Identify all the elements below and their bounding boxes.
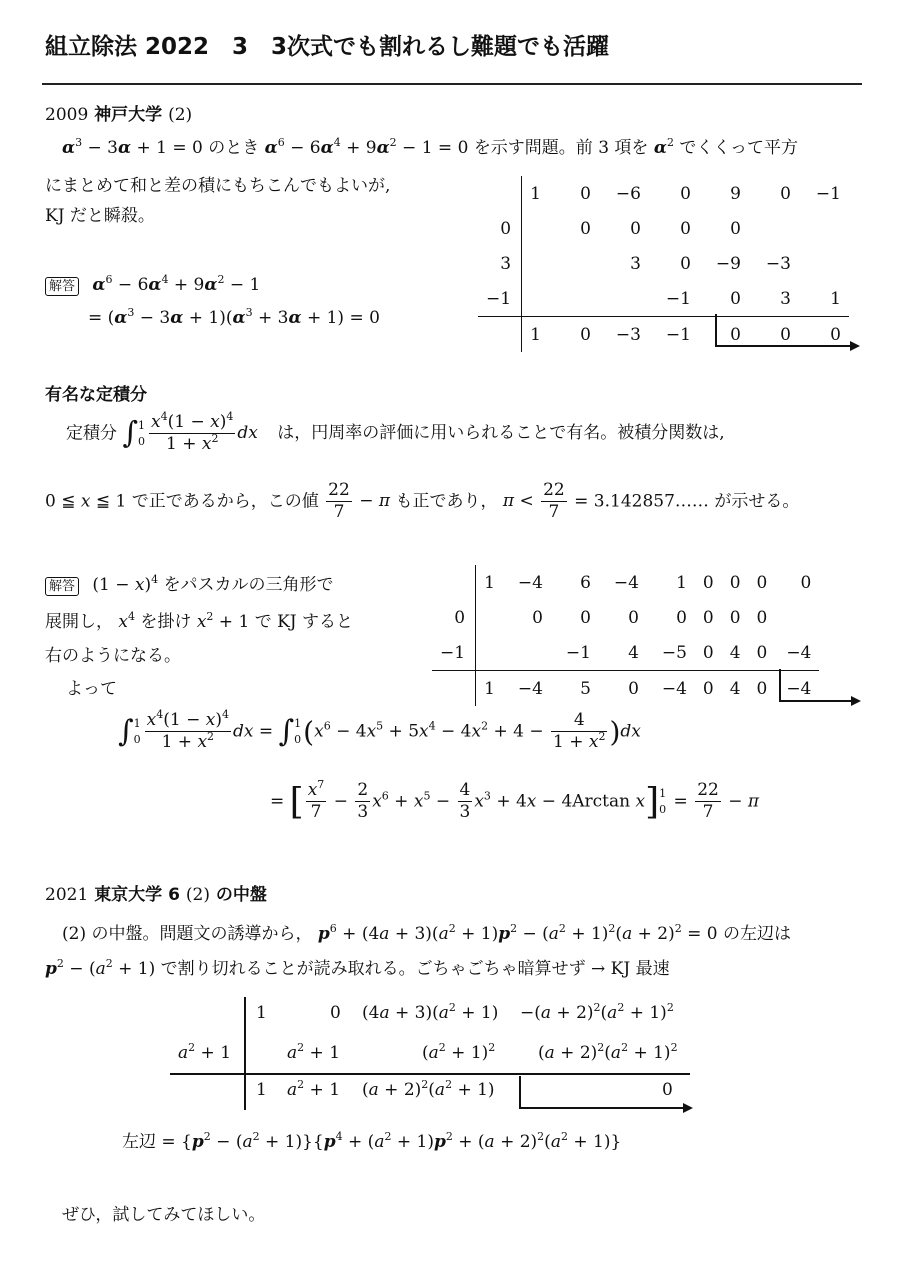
kj1-cell: 0 xyxy=(780,183,791,204)
section3-line1: (2) の中盤。問題文の誘導から， $p^6 + (4a + 3)(a^2 + 1)p^2 - (a^2 + 1)^2(a + 2)^2 = 0$ の左辺は xyxy=(62,922,791,944)
section2-sol2c: で KJ すると xyxy=(254,612,354,632)
kj2-row-0 xyxy=(432,600,819,635)
section2-line2: 0 ≦ x ≦ 1 で正であるから，この値 $\frac{22}{7}$ − π も正であり， π < $\frac{22}{7}$ = 3.142857…… が示せる。 xyxy=(45,480,800,523)
kj2-cell: 0 xyxy=(599,671,647,707)
kj1-cell: 9 xyxy=(730,183,741,204)
kj2-cell xyxy=(503,635,551,671)
section1-line1 xyxy=(62,136,798,162)
kj2-divisor: −1 xyxy=(432,635,476,671)
kj2-cell: −4 xyxy=(517,572,543,593)
kj2-cell: 0 xyxy=(756,642,768,663)
kj2-cell: 1 xyxy=(676,572,687,593)
section2-text4: = 3.142857…… が示せる。 xyxy=(574,491,800,512)
kj1-divisor: 0 xyxy=(478,211,522,246)
kj1-cell: 0 xyxy=(580,183,591,204)
kj2-cell: 6 xyxy=(580,572,591,593)
kj1-cell: −3 xyxy=(765,253,791,274)
section2-heading: 有名な定積分 xyxy=(45,385,147,405)
section3-text1a: (2) の中盤。問題文の誘導から， xyxy=(62,924,313,944)
section3-year: 2021 xyxy=(45,885,89,905)
kj1-cell xyxy=(749,211,799,246)
kj2-cell: 0 xyxy=(702,607,714,628)
kj1-cell xyxy=(478,317,522,353)
kj2-cell: 0 xyxy=(729,572,741,593)
section1-line3: KJ だと瞬殺。 xyxy=(45,206,155,226)
kj3-cell: 0 xyxy=(330,1003,341,1023)
section1-intro-3: でくくって平方 xyxy=(679,138,799,158)
kj1-divisor: −1 xyxy=(478,281,522,317)
kj2-cell: 0 xyxy=(800,572,812,593)
kj2-cell xyxy=(432,671,476,707)
section3-text1b: の左辺は xyxy=(722,924,791,944)
kj2-cell: −4 xyxy=(503,671,551,707)
section2-sol-line1: 解答 $(1 - x)^4$ をパスカルの三角形で xyxy=(45,573,334,599)
kj2-cell: 0 xyxy=(702,572,714,593)
kj2-cell: 0 xyxy=(676,607,687,628)
kj2-cell: 0 xyxy=(580,607,591,628)
answer-badge: 解答 xyxy=(45,577,79,596)
section3-school: 東京大学 xyxy=(94,885,163,905)
section1-heading xyxy=(45,100,192,125)
kj3-result-line xyxy=(170,1073,690,1075)
section2-lead: 定積分 xyxy=(66,423,117,444)
section1-intro-2: を示す問題。前 3 項を xyxy=(473,138,649,158)
section3-result: 左辺 = $\{p^2 - (a^2 + 1)\}\{p^4 + (a^2 + 1)p^2 + (a + 2)^2(a^2 + 1)\}$ xyxy=(122,1130,622,1152)
kj1-cell: 0 xyxy=(699,317,749,353)
kj1-cell: 0 xyxy=(549,317,599,353)
section2-sol2b: を掛け xyxy=(140,612,192,632)
kj1-cell: 0 xyxy=(680,183,691,204)
kj1-cell: −1 xyxy=(649,317,699,353)
kj1-row-3 xyxy=(478,246,849,281)
kj2-cell xyxy=(476,635,503,671)
kj1-cell: 0 xyxy=(580,218,591,239)
kj1-cell xyxy=(478,176,522,211)
kj1-cell: −1 xyxy=(815,183,841,204)
closing-text: ぜひ，試してみてほしい。 xyxy=(62,1205,266,1225)
kj2-cell: −4 xyxy=(647,671,695,707)
kj1-cell: 0 xyxy=(630,218,641,239)
kj2-remainder-line xyxy=(779,700,851,702)
kj2-cell: −4 xyxy=(786,642,812,663)
kj3-arrow-icon xyxy=(683,1103,693,1113)
kj1-cell: −9 xyxy=(715,253,741,274)
section3-text2a: で割り切れることが読み取れる。ごちゃごちゃ暗算せず → KJ 最速 xyxy=(160,959,670,979)
kj3-cell: $(a + 2)^2(a^2 + 1)^2$ xyxy=(538,1041,678,1063)
section2-sol4: よって xyxy=(66,679,117,699)
section2-text2: で正であるから，この値 xyxy=(131,491,319,512)
kj1-row-coeffs xyxy=(478,176,849,211)
kj3-cell: $a^2 + 1$ xyxy=(287,1041,341,1063)
kj1-cell: 3 xyxy=(630,253,641,274)
kj2-cell: 1 xyxy=(484,572,495,593)
kj1-cell: −1 xyxy=(665,288,691,309)
kj2-cell xyxy=(775,600,819,635)
section2-text3: も正であり， xyxy=(395,491,498,512)
section3-line2: $p^2 - (a^2 + 1)$ で割り切れることが読み取れる。ごちゃごちゃ暗算せず → KJ 最速 xyxy=(45,957,670,979)
section2-sol2a: 展開し， xyxy=(45,612,113,632)
kj3-remainder-line xyxy=(519,1107,683,1109)
kj2-cell: 0 xyxy=(756,607,768,628)
kj1-row-result xyxy=(478,317,849,353)
kj2-row-minus1 xyxy=(432,635,819,671)
section1-year: 2009 xyxy=(45,105,89,125)
kj1-cell: 0 xyxy=(749,317,799,353)
kj2-cell: 5 xyxy=(551,671,599,707)
kj3-vertical-bar xyxy=(244,997,246,1110)
kj2-cell: 0 xyxy=(756,572,768,593)
kj2-cell: 0 xyxy=(749,671,776,707)
kj1-cell xyxy=(799,246,849,281)
kj1-remainder-bar xyxy=(715,314,717,346)
kj1-cell: 1 xyxy=(830,288,841,309)
kj3-remainder-bar xyxy=(519,1076,521,1108)
eq-sextic: $\alpha^6 - 6\alpha^4 + 9\alpha^2 - 1 = 0$ xyxy=(264,136,469,158)
kj2-cell: −1 xyxy=(565,642,591,663)
kj2-arrow-icon xyxy=(851,696,861,706)
kj2-cell: 0 xyxy=(532,607,543,628)
kj2-row-coeffs xyxy=(432,565,819,600)
section2-sol3: 右のようになる。 xyxy=(45,646,181,666)
kj3-cell: $(a + 2)^2(a^2 + 1)$ xyxy=(362,1078,495,1100)
kj3-cell: 1 xyxy=(256,1003,267,1023)
kj1-cell xyxy=(599,281,649,317)
kj1-cell xyxy=(799,211,849,246)
section3-problem-no: 6 xyxy=(168,885,180,905)
kj1-cell xyxy=(549,246,599,281)
kj1-cell: 1 xyxy=(530,183,541,204)
kj2-cell: 0 xyxy=(628,607,639,628)
section3-part: (2) xyxy=(185,885,210,905)
kj1-cell: −3 xyxy=(599,317,649,353)
page-title: 組立除法 2022 3 3次式でも割れるし難題でも活躍 xyxy=(45,34,610,60)
eq-cubic: $\alpha^3 - 3\alpha + 1 = 0$ xyxy=(62,136,203,158)
kj1-cell: −6 xyxy=(615,183,641,204)
kj2-cell: −4 xyxy=(775,671,819,707)
section1-answer-line2: = $(\alpha^3 - 3\alpha + 1)(\alpha^3 + 3\alpha + 1) = 0$ xyxy=(88,306,380,328)
kj2-cell: 0 xyxy=(729,607,741,628)
kj1-cell: 0 xyxy=(680,218,691,239)
kj-table-2 xyxy=(432,565,819,706)
kj1-cell xyxy=(549,281,599,317)
kj1-divisor: 3 xyxy=(478,246,522,281)
kj3-cell: $-(a + 2)^2(a^2 + 1)^2$ xyxy=(520,1001,674,1023)
kj3-cell: 1 xyxy=(256,1080,267,1100)
kj3-cell: $(4a + 3)(a^2 + 1)$ xyxy=(362,1001,499,1023)
kj1-cell xyxy=(522,246,549,281)
kj1-cell xyxy=(522,281,549,317)
kj1-cell: 0 xyxy=(799,317,849,353)
integral-derivation-2: = [ $\frac{x^7}{7}$ − $\frac{2}{3}$ $x^6 + x^5$ − $\frac{4}{3}$ $x^3 + 4x - 4Arctan$ x] 1 0 = $\frac{22}{7}$ − π xyxy=(270,778,760,823)
kj3-cell: 0 xyxy=(662,1080,673,1100)
kj1-cell: 0 xyxy=(680,253,691,274)
answer-badge: 解答 xyxy=(45,277,79,296)
kj2-cell: 0 xyxy=(702,642,714,663)
section3-result-label: 左辺 xyxy=(122,1132,156,1152)
kj1-arrow-icon xyxy=(850,341,860,351)
kj2-cell: 4 xyxy=(722,671,749,707)
kj3-cell: $a^2 + 1$ xyxy=(287,1078,341,1100)
kj3-cell: $(a^2 + 1)^2$ xyxy=(422,1041,496,1063)
kj-table-1 xyxy=(478,176,849,352)
kj1-remainder-line xyxy=(715,345,850,347)
kj1-row-0 xyxy=(478,211,849,246)
kj1-cell: 0 xyxy=(730,218,741,239)
section3-heading xyxy=(45,880,267,905)
kj2-cell: 1 xyxy=(476,671,503,707)
section2-line1 xyxy=(66,412,725,456)
kj1-row-minus1 xyxy=(478,281,849,317)
kj1-cell: 3 xyxy=(780,288,791,309)
kj2-cell: −4 xyxy=(613,572,639,593)
kj1-cell: 1 xyxy=(522,317,549,353)
title-rule xyxy=(42,83,862,85)
kj2-remainder-bar xyxy=(779,669,781,701)
kj2-cell xyxy=(432,565,476,600)
kj2-cell: 4 xyxy=(628,642,639,663)
integral-expr: ∫ 1 0 $\frac{x^4(1 - x)^4}{1 + x^2}$ dx xyxy=(122,410,258,455)
integral-derivation-1: ∫ 1 0 $\frac{x^4(1 - x)^4}{1 + x^2}$ dx = ∫ 1 0 ($x^6 - 4x^5 + 5x^4 - 4x^2 + 4$ − $\frac{4}{1 + x^2}$ )dx xyxy=(118,708,641,753)
kj1-cell xyxy=(522,211,549,246)
eq-alpha-sq: $\alpha^2$ xyxy=(653,136,674,158)
section1-line2: にまとめて和と差の積にもちこんでもよいが, xyxy=(45,176,391,196)
kj1-cell: 0 xyxy=(730,288,741,309)
section1-school: 神戸大学 xyxy=(94,105,163,125)
section1-answer-line1: 解答 $\alpha^6 - 6\alpha^4 + 9\alpha^2 - 1$ xyxy=(45,273,260,299)
kj2-cell xyxy=(476,600,503,635)
kj3-divisor: $a^2 + 1$ xyxy=(178,1041,232,1063)
kj2-cell: 0 xyxy=(695,671,722,707)
kj2-row-result xyxy=(432,671,819,707)
section2-sol1: をパスカルの三角形で xyxy=(163,575,334,595)
section3-suffix: の中盤 xyxy=(215,885,267,905)
kj2-cell: 4 xyxy=(729,642,741,663)
section1-intro-1: のとき xyxy=(208,138,260,158)
kj2-cell: −5 xyxy=(661,642,687,663)
section2-text1: は，円周率の評価に用いられることで有名。被積分関数は, xyxy=(277,423,725,444)
kj2-divisor: 0 xyxy=(432,600,476,635)
section1-part: (2) xyxy=(168,105,193,125)
section2-sol-line2: 展開し， $x^4$ を掛け $x^2 + 1$ で KJ すると xyxy=(45,610,354,632)
